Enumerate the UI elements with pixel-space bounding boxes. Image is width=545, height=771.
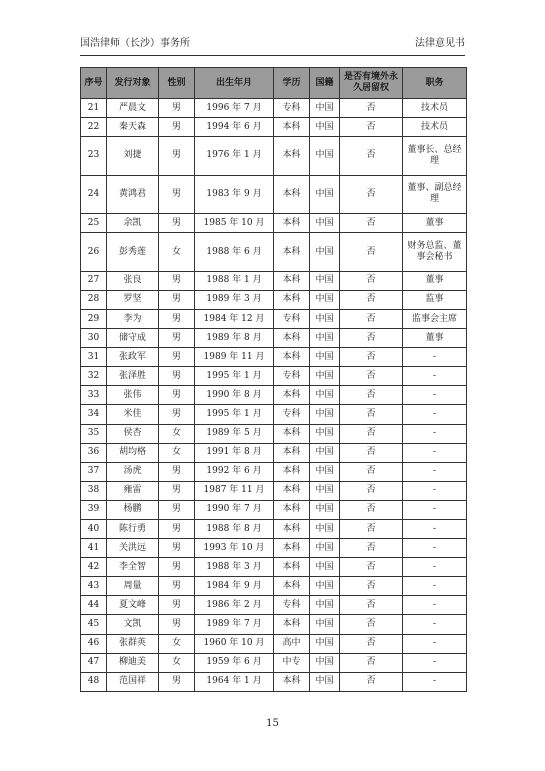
table-cell: 专科 <box>274 405 310 424</box>
table-cell: 22 <box>81 118 107 137</box>
table-cell: 中国 <box>310 539 340 558</box>
table-cell: 本科 <box>274 615 310 634</box>
table-cell: 1984 年 9 月 <box>195 577 274 596</box>
table-row <box>81 500 467 519</box>
table-cell: 否 <box>340 481 403 500</box>
table-cell: 本科 <box>274 137 310 176</box>
table-cell: 否 <box>340 520 403 539</box>
table-cell: 男 <box>159 500 195 519</box>
table-cell: 本科 <box>274 348 310 367</box>
table-cell: 中国 <box>310 233 340 272</box>
subscriber-table <box>80 67 467 692</box>
table-cell: 雍雷 <box>107 481 159 500</box>
column-header: 是否有境外永久居留权 <box>340 68 403 99</box>
table-cell: - <box>403 348 467 367</box>
table-cell: 本科 <box>274 558 310 577</box>
table-cell: - <box>403 672 467 691</box>
table-cell: 男 <box>159 520 195 539</box>
page-header <box>80 38 465 50</box>
table-cell: 周量 <box>107 577 159 596</box>
table-row <box>81 214 467 233</box>
table-cell: 男 <box>159 309 195 328</box>
table-row <box>81 596 467 615</box>
table-row <box>81 118 467 137</box>
column-header: 学历 <box>274 68 310 99</box>
table-cell: 37 <box>81 462 107 481</box>
table-cell: 女 <box>159 443 195 462</box>
table-cell: 高中 <box>274 634 310 653</box>
table-cell: 29 <box>81 309 107 328</box>
table-row <box>81 271 467 290</box>
table-cell: 杨鹏 <box>107 500 159 519</box>
table-row <box>81 386 467 405</box>
header-divider <box>80 55 465 56</box>
table-row <box>81 233 467 272</box>
table-header-row <box>81 68 467 99</box>
document-type: 法律意见书 <box>415 38 465 49</box>
table-cell: 21 <box>81 99 107 118</box>
table-cell: - <box>403 634 467 653</box>
table-cell: 否 <box>340 290 403 309</box>
table-cell: 本科 <box>274 271 310 290</box>
table-cell: 男 <box>159 271 195 290</box>
table-cell: 张泽胜 <box>107 367 159 386</box>
table-cell: - <box>403 462 467 481</box>
table-cell: 侯杏 <box>107 424 159 443</box>
table-cell: 27 <box>81 271 107 290</box>
table-cell: 本科 <box>274 500 310 519</box>
table-cell: 1988 年 1 月 <box>195 271 274 290</box>
table-cell: 严晨文 <box>107 99 159 118</box>
table-cell: 中专 <box>274 653 310 672</box>
table-cell: 1959 年 6 月 <box>195 653 274 672</box>
table-cell: 余凯 <box>107 214 159 233</box>
table-cell: 罗坚 <box>107 290 159 309</box>
table-cell: 男 <box>159 386 195 405</box>
table-cell: 中国 <box>310 653 340 672</box>
table-cell: 本科 <box>274 118 310 137</box>
table-cell: 1976 年 1 月 <box>195 137 274 176</box>
table-cell: - <box>403 539 467 558</box>
table-cell: 女 <box>159 424 195 443</box>
table-cell: 中国 <box>310 672 340 691</box>
table-cell: 1989 年 11 月 <box>195 348 274 367</box>
table-cell: 本科 <box>274 462 310 481</box>
table-cell: 1990 年 7 月 <box>195 500 274 519</box>
table-cell: 陈行勇 <box>107 520 159 539</box>
table-row <box>81 348 467 367</box>
table-cell: 本科 <box>274 520 310 539</box>
table-cell: 1989 年 8 月 <box>195 329 274 348</box>
table-cell: - <box>403 386 467 405</box>
table-cell: 30 <box>81 329 107 348</box>
table-cell: 中国 <box>310 615 340 634</box>
column-header: 出生年月 <box>195 68 274 99</box>
table-cell: 否 <box>340 329 403 348</box>
table-cell: 男 <box>159 672 195 691</box>
table-cell: 32 <box>81 367 107 386</box>
table-cell: 董事、副总经理 <box>403 175 467 214</box>
table-row <box>81 653 467 672</box>
table-cell: 男 <box>159 481 195 500</box>
table-cell: 本科 <box>274 233 310 272</box>
table-cell: 1987 年 11 月 <box>195 481 274 500</box>
table-cell: 男 <box>159 118 195 137</box>
table-row <box>81 462 467 481</box>
table-cell: 否 <box>340 577 403 596</box>
table-cell: 1984 年 12 月 <box>195 309 274 328</box>
table-cell: 中国 <box>310 500 340 519</box>
table-cell: 39 <box>81 500 107 519</box>
table-cell: 本科 <box>274 290 310 309</box>
table-cell: 张良 <box>107 271 159 290</box>
table-cell: - <box>403 500 467 519</box>
table-cell: 董事 <box>403 214 467 233</box>
table-cell: 中国 <box>310 558 340 577</box>
table-row <box>81 175 467 214</box>
table-cell: 专科 <box>274 99 310 118</box>
table-body <box>81 99 467 692</box>
table-cell: 监事会主席 <box>403 309 467 328</box>
column-header: 序号 <box>81 68 107 99</box>
table-cell: 夏文峰 <box>107 596 159 615</box>
table-row <box>81 672 467 691</box>
table-cell: 男 <box>159 214 195 233</box>
table-cell: 张伟 <box>107 386 159 405</box>
table-cell: 1990 年 8 月 <box>195 386 274 405</box>
table-cell: 男 <box>159 137 195 176</box>
table-cell: 中国 <box>310 348 340 367</box>
table-cell: 技术员 <box>403 118 467 137</box>
table-cell: 1988 年 8 月 <box>195 520 274 539</box>
table-cell: 董事 <box>403 271 467 290</box>
table-cell: 范国祥 <box>107 672 159 691</box>
table-row <box>81 481 467 500</box>
table-cell: 否 <box>340 309 403 328</box>
table-cell: 中国 <box>310 99 340 118</box>
table-cell: - <box>403 424 467 443</box>
table-cell: 47 <box>81 653 107 672</box>
table-cell: 男 <box>159 290 195 309</box>
table-cell: 24 <box>81 175 107 214</box>
table-cell: 男 <box>159 615 195 634</box>
table-cell: 本科 <box>274 175 310 214</box>
column-header: 国籍 <box>310 68 340 99</box>
column-header: 发行对象 <box>107 68 159 99</box>
table-cell: 1985 年 10 月 <box>195 214 274 233</box>
table-cell: 46 <box>81 634 107 653</box>
table-cell: 1991 年 8 月 <box>195 443 274 462</box>
table-cell: 中国 <box>310 596 340 615</box>
table-cell: - <box>403 443 467 462</box>
table-cell: 财务总监、董事会秘书 <box>403 233 467 272</box>
table-cell: 中国 <box>310 577 340 596</box>
table-cell: 否 <box>340 348 403 367</box>
table-cell: 否 <box>340 386 403 405</box>
table-cell: 否 <box>340 558 403 577</box>
table-cell: 张群英 <box>107 634 159 653</box>
table-cell: 胡均格 <box>107 443 159 462</box>
table-cell: 1996 年 7 月 <box>195 99 274 118</box>
table-cell: 否 <box>340 615 403 634</box>
table-cell: 否 <box>340 443 403 462</box>
table-cell: 中国 <box>310 214 340 233</box>
table-cell: 26 <box>81 233 107 272</box>
table-cell: 男 <box>159 329 195 348</box>
table-cell: 中国 <box>310 462 340 481</box>
table-cell: 43 <box>81 577 107 596</box>
table-cell: 中国 <box>310 290 340 309</box>
table-cell: 刘捷 <box>107 137 159 176</box>
table-cell: 中国 <box>310 367 340 386</box>
table-cell: 1983 年 9 月 <box>195 175 274 214</box>
table-cell: 董事长、总经理 <box>403 137 467 176</box>
table-row <box>81 137 467 176</box>
table-cell: 本科 <box>274 424 310 443</box>
table-cell: 否 <box>340 233 403 272</box>
table-cell: 男 <box>159 577 195 596</box>
table-cell: 中国 <box>310 520 340 539</box>
table-row <box>81 424 467 443</box>
table-cell: 1988 年 3 月 <box>195 558 274 577</box>
table-row <box>81 290 467 309</box>
table-cell: 李全智 <box>107 558 159 577</box>
table-cell: 中国 <box>310 175 340 214</box>
table-cell: 本科 <box>274 672 310 691</box>
table-cell: 关洪远 <box>107 539 159 558</box>
table-cell: - <box>403 653 467 672</box>
table-cell: 否 <box>340 367 403 386</box>
table-cell: 否 <box>340 175 403 214</box>
table-cell: 1995 年 1 月 <box>195 367 274 386</box>
table-cell: 否 <box>340 405 403 424</box>
table-cell: - <box>403 481 467 500</box>
table-cell: 40 <box>81 520 107 539</box>
table-cell: 监事 <box>403 290 467 309</box>
table-cell: 1993 年 10 月 <box>195 539 274 558</box>
table-cell: 1960 年 10 月 <box>195 634 274 653</box>
table-cell: 否 <box>340 462 403 481</box>
table-cell: 本科 <box>274 443 310 462</box>
table-cell: 否 <box>340 271 403 290</box>
table-cell: 23 <box>81 137 107 176</box>
table-cell: 41 <box>81 539 107 558</box>
table-cell: 否 <box>340 500 403 519</box>
table-cell: 中国 <box>310 329 340 348</box>
table-cell: 1986 年 2 月 <box>195 596 274 615</box>
table-cell: 女 <box>159 653 195 672</box>
table-cell: 否 <box>340 653 403 672</box>
table-cell: 李为 <box>107 309 159 328</box>
table-cell: 中国 <box>310 634 340 653</box>
table-cell: 1989 年 3 月 <box>195 290 274 309</box>
firm-name: 国浩律师（长沙）事务所 <box>80 38 190 49</box>
column-header: 性别 <box>159 68 195 99</box>
table-cell: 否 <box>340 672 403 691</box>
table-cell: 秦天森 <box>107 118 159 137</box>
table-cell: 女 <box>159 634 195 653</box>
column-header: 职务 <box>403 68 467 99</box>
table-cell: 专科 <box>274 367 310 386</box>
table-cell: 中国 <box>310 271 340 290</box>
table-cell: 男 <box>159 462 195 481</box>
table-cell: 储守成 <box>107 329 159 348</box>
table-cell: 彭秀莲 <box>107 233 159 272</box>
table-cell: 中国 <box>310 424 340 443</box>
table-cell: 1988 年 6 月 <box>195 233 274 272</box>
table-cell: 文凯 <box>107 615 159 634</box>
table-cell: 柳迪美 <box>107 653 159 672</box>
table-cell: 男 <box>159 175 195 214</box>
table-cell: 本科 <box>274 577 310 596</box>
table-cell: 男 <box>159 405 195 424</box>
table-cell: 1964 年 1 月 <box>195 672 274 691</box>
table-row <box>81 539 467 558</box>
table-cell: 48 <box>81 672 107 691</box>
table-row <box>81 577 467 596</box>
table-cell: 本科 <box>274 386 310 405</box>
table-cell: 汤虎 <box>107 462 159 481</box>
table-cell: 本科 <box>274 539 310 558</box>
table-cell: 中国 <box>310 481 340 500</box>
table-row <box>81 520 467 539</box>
table-cell: 米佳 <box>107 405 159 424</box>
table-row <box>81 99 467 118</box>
table-cell: 28 <box>81 290 107 309</box>
table-cell: 38 <box>81 481 107 500</box>
table-cell: - <box>403 558 467 577</box>
table-cell: 33 <box>81 386 107 405</box>
table-cell: 男 <box>159 348 195 367</box>
table-cell: 中国 <box>310 118 340 137</box>
table-cell: 1995 年 1 月 <box>195 405 274 424</box>
table-cell: 本科 <box>274 214 310 233</box>
table-cell: 本科 <box>274 481 310 500</box>
table-cell: 黄鸿君 <box>107 175 159 214</box>
table-row <box>81 615 467 634</box>
table-row <box>81 558 467 577</box>
table-cell: - <box>403 615 467 634</box>
table-cell: 25 <box>81 214 107 233</box>
table-row <box>81 405 467 424</box>
table-cell: 否 <box>340 214 403 233</box>
table-cell: 否 <box>340 118 403 137</box>
table-cell: 否 <box>340 596 403 615</box>
table-cell: 中国 <box>310 386 340 405</box>
table-cell: 张政军 <box>107 348 159 367</box>
table-cell: 男 <box>159 539 195 558</box>
table-cell: 男 <box>159 596 195 615</box>
table-cell: 否 <box>340 99 403 118</box>
table-cell: - <box>403 520 467 539</box>
table-cell: 否 <box>340 539 403 558</box>
table-cell: 本科 <box>274 329 310 348</box>
table-cell: 中国 <box>310 405 340 424</box>
table-cell: 42 <box>81 558 107 577</box>
table-cell: 否 <box>340 634 403 653</box>
table-cell: 专科 <box>274 596 310 615</box>
table-cell: 男 <box>159 558 195 577</box>
table-cell: 技术员 <box>403 99 467 118</box>
table-row <box>81 367 467 386</box>
table-cell: 44 <box>81 596 107 615</box>
table-cell: - <box>403 405 467 424</box>
table-cell: 31 <box>81 348 107 367</box>
table-cell: 45 <box>81 615 107 634</box>
table-cell: 男 <box>159 99 195 118</box>
table-row <box>81 634 467 653</box>
table-row <box>81 329 467 348</box>
page-number: 15 <box>266 718 279 729</box>
table-cell: 1994 年 6 月 <box>195 118 274 137</box>
table-cell: 否 <box>340 424 403 443</box>
table-row <box>81 443 467 462</box>
table-row <box>81 309 467 328</box>
table-cell: - <box>403 367 467 386</box>
table-cell: 中国 <box>310 137 340 176</box>
table-cell: 女 <box>159 233 195 272</box>
table-cell: 专科 <box>274 309 310 328</box>
table-cell: 董事 <box>403 329 467 348</box>
table-cell: 34 <box>81 405 107 424</box>
table-cell: 中国 <box>310 309 340 328</box>
table-cell: - <box>403 596 467 615</box>
table-cell: 36 <box>81 443 107 462</box>
table-cell: 1989 年 5 月 <box>195 424 274 443</box>
table-cell: 35 <box>81 424 107 443</box>
table-cell: 中国 <box>310 443 340 462</box>
table-cell: 否 <box>340 137 403 176</box>
table-cell: 1989 年 7 月 <box>195 615 274 634</box>
table-cell: - <box>403 577 467 596</box>
table-cell: 男 <box>159 367 195 386</box>
table-cell: 1992 年 6 月 <box>195 462 274 481</box>
